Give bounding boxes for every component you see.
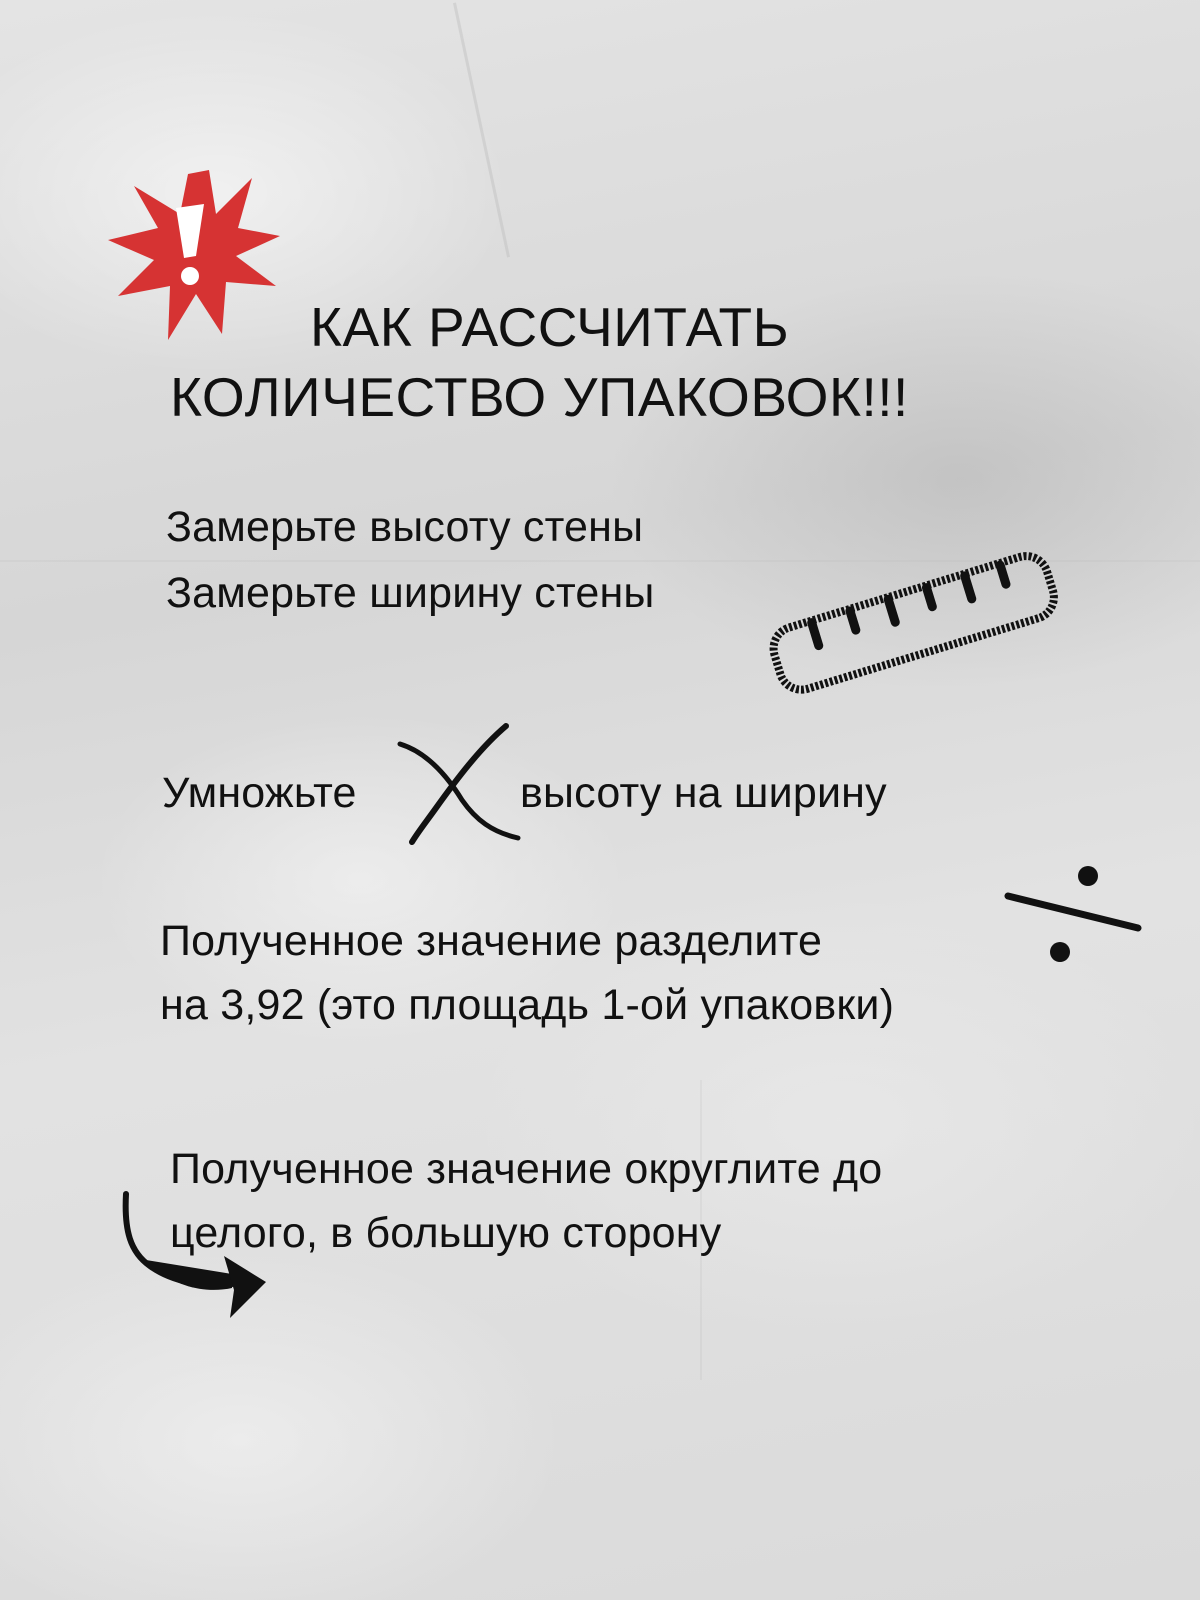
step-divide-line-1: Полученное значение разделите [160, 917, 823, 965]
page-title-line-1: КАК РАССЧИТАТЬ [310, 296, 790, 358]
step-round-line-2: целого, в большую сторону [170, 1209, 722, 1257]
step-multiply-left: Умножьте [162, 769, 357, 817]
ruler-icon [762, 540, 1072, 710]
page-title-line-2: КОЛИЧЕСТВО УПАКОВОК!!! [170, 366, 909, 428]
step-divide-line-2: на 3,92 (это площадь 1-ой упаковки) [160, 981, 895, 1029]
divide-icon [1000, 864, 1150, 974]
step-measure-width: Замерьте ширину стены [166, 569, 655, 617]
texture-streak [453, 3, 510, 258]
curved-arrow-icon [120, 1190, 270, 1330]
multiply-icon [396, 720, 526, 850]
step-round-line-1: Полученное значение округлите до [170, 1145, 883, 1193]
step-multiply-right: высоту на ширину [520, 769, 887, 817]
step-measure-height: Замерьте высоту стены [166, 503, 644, 551]
exclamation-burst-icon [104, 168, 284, 348]
